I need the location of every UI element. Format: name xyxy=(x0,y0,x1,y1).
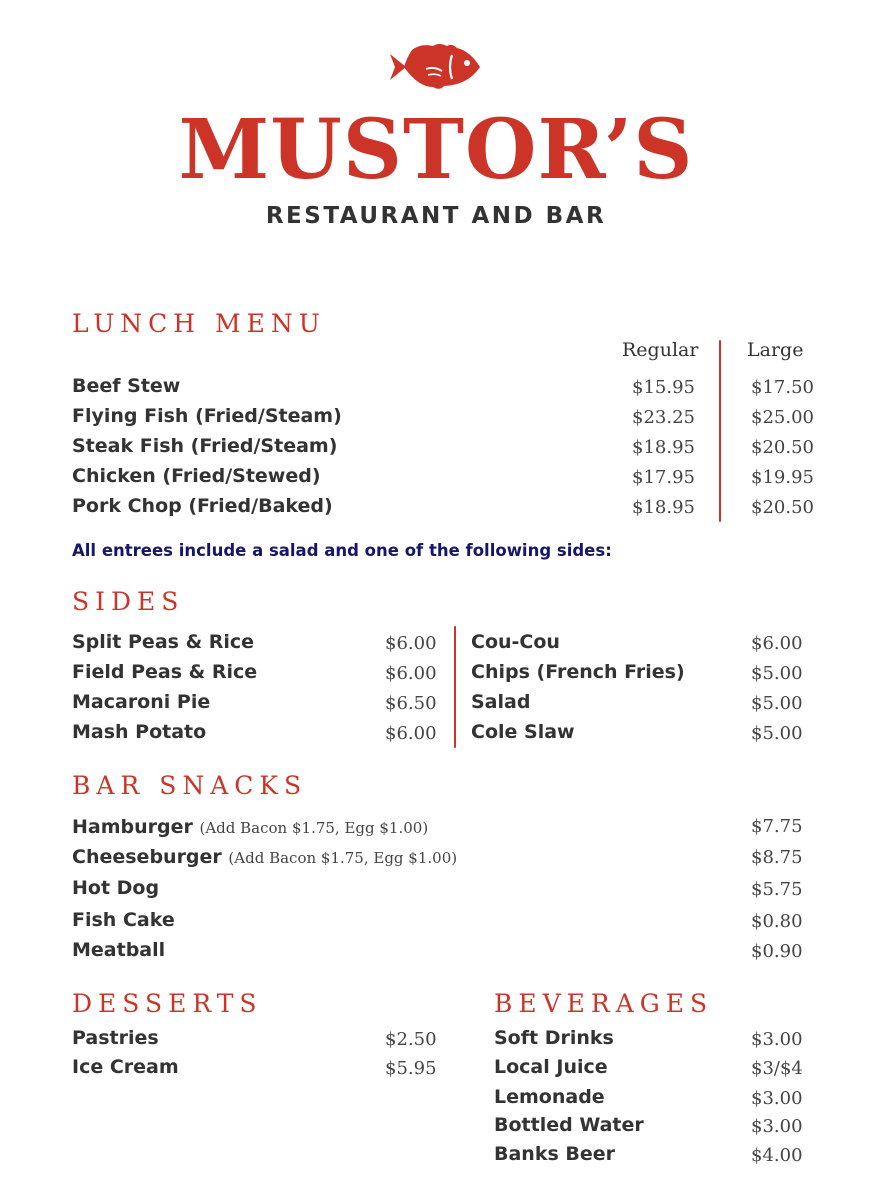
bar-snacks-heading: BAR SNACKS xyxy=(72,771,308,800)
entree-note: All entrees include a salad and one of the following sides: xyxy=(72,541,612,560)
lunch-item-regular-price: $18.95 xyxy=(632,497,695,518)
side-item-price: $5.00 xyxy=(751,693,803,714)
lunch-item-regular-price: $23.25 xyxy=(632,407,695,428)
snack-item-name: Fish Cake xyxy=(72,909,175,931)
side-item-price: $5.00 xyxy=(751,723,803,744)
beverage-item-name: Soft Drinks xyxy=(494,1027,614,1049)
beverage-item-price: $3.00 xyxy=(751,1116,803,1137)
side-item-price: $6.00 xyxy=(385,663,437,684)
lunch-item-name: Beef Stew xyxy=(72,375,181,397)
side-item-name: Chips (French Fries) xyxy=(471,661,685,683)
side-item-name: Cou-Cou xyxy=(471,631,560,653)
snack-item-note: (Add Bacon $1.75, Egg $1.00) xyxy=(199,819,429,837)
lunch-column-divider xyxy=(719,340,721,522)
side-item-price: $6.00 xyxy=(385,633,437,654)
snack-item-price: $8.75 xyxy=(751,847,803,868)
dessert-item-price: $5.95 xyxy=(385,1058,437,1079)
beverage-item-name: Banks Beer xyxy=(494,1143,616,1165)
dessert-item-name: Pastries xyxy=(72,1027,159,1049)
side-item-name: Mash Potato xyxy=(72,721,207,743)
fish-icon xyxy=(388,42,484,92)
snack-item-name xyxy=(72,815,428,840)
dessert-item-name: Ice Cream xyxy=(72,1056,179,1078)
lunch-item-large-price: $20.50 xyxy=(751,437,814,458)
lunch-item-name: Chicken (Fried/Stewed) xyxy=(72,465,321,487)
snack-item-price: $5.75 xyxy=(751,879,803,900)
snack-item-note: (Add Bacon $1.75, Egg $1.00) xyxy=(228,849,458,867)
side-item-name: Macaroni Pie xyxy=(72,691,211,713)
snack-item-price: $0.90 xyxy=(751,941,803,962)
side-item-price: $6.50 xyxy=(385,693,437,714)
lunch-item-regular-price: $15.95 xyxy=(632,377,695,398)
side-item-price: $6.00 xyxy=(385,723,437,744)
lunch-item-large-price: $17.50 xyxy=(751,377,814,398)
snack-item-name: Hot Dog xyxy=(72,877,160,899)
snack-item-label: Hamburger xyxy=(72,816,193,838)
side-item-price: $5.00 xyxy=(751,663,803,684)
side-item-name: Salad xyxy=(471,691,531,713)
restaurant-subtitle: RESTAURANT AND BAR xyxy=(265,203,607,229)
lunch-item-large-price: $25.00 xyxy=(751,407,814,428)
snack-item-name: Meatball xyxy=(72,939,166,961)
beverage-item-price: $4.00 xyxy=(751,1145,803,1166)
beverage-item-price: $3.00 xyxy=(751,1029,803,1050)
lunch-item-name: Steak Fish (Fried/Steam) xyxy=(72,435,338,457)
beverage-item-name: Local Juice xyxy=(494,1056,608,1078)
dessert-item-price: $2.50 xyxy=(385,1029,437,1050)
beverages-heading: BEVERAGES xyxy=(494,989,714,1018)
sides-heading: SIDES xyxy=(72,587,185,616)
lunch-item-name: Pork Chop (Fried/Baked) xyxy=(72,495,333,517)
side-item-name: Split Peas & Rice xyxy=(72,631,255,653)
sides-column-divider xyxy=(454,626,456,748)
restaurant-name: MUSTOR’S xyxy=(178,102,694,198)
lunch-item-name: Flying Fish (Fried/Steam) xyxy=(72,405,342,427)
column-header-regular: Regular xyxy=(622,339,699,361)
lunch-item-regular-price: $17.95 xyxy=(632,467,695,488)
column-header-large: Large xyxy=(747,339,804,361)
snack-item-price: $0.80 xyxy=(751,911,803,932)
beverage-item-name: Lemonade xyxy=(494,1086,605,1108)
beverage-item-price: $3.00 xyxy=(751,1088,803,1109)
desserts-heading: DESSERTS xyxy=(72,989,263,1018)
lunch-item-regular-price: $18.95 xyxy=(632,437,695,458)
snack-item-name xyxy=(72,845,457,870)
side-item-name: Field Peas & Rice xyxy=(72,661,258,683)
side-item-price: $6.00 xyxy=(751,633,803,654)
beverage-item-price: $3/$4 xyxy=(751,1058,803,1079)
lunch-menu-heading: LUNCH MENU xyxy=(72,309,326,338)
lunch-item-large-price: $19.95 xyxy=(751,467,814,488)
side-item-name: Cole Slaw xyxy=(471,721,575,743)
lunch-item-large-price: $20.50 xyxy=(751,497,814,518)
beverage-item-name: Bottled Water xyxy=(494,1114,644,1136)
snack-item-price: $7.75 xyxy=(751,816,803,837)
snack-item-label: Cheeseburger xyxy=(72,846,222,868)
